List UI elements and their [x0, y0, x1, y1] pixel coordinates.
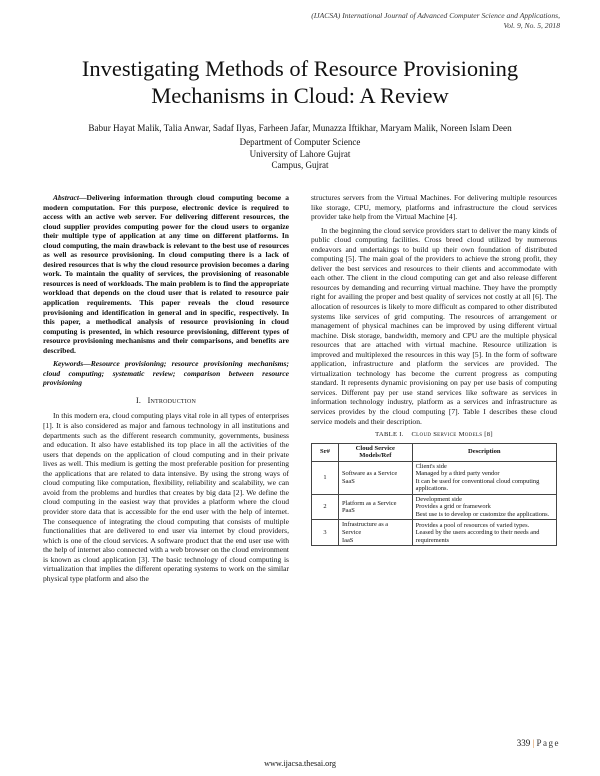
table-row — [312, 520, 557, 546]
model-name: Platform as a Service — [342, 499, 397, 507]
paper-title-line-1: Investigating Methods of Resource Provisioning — [81, 56, 519, 81]
model-abbr: IaaS — [342, 536, 354, 544]
description-line: Best use is to develop or customize the applications. — [415, 510, 550, 518]
abstract — [43, 193, 289, 355]
intro-paragraph: In this modern era, cloud computing plays vital role in all types of enterprises [1]. It is also considered as major and famous technology in all institutions and departments such as the different research community, governments, business and education. It also have established its top place in all the activities of the users that depends on the application of cloud computing and in their private lives as well. This medium is getting the most preferable position for presenting the applications that are related to data intensive. By using the strong ways of cloud computing like computation, flexibility, reliability and scalability, we can avoid from the problems and hurdles that creates by big data [2]. We define the cloud computing in the easiest way that provides a platform where the cloud provider store data that is accessible for the end user with the help of internet. The consequence of integrating the cloud computing that consists of multiple functionalities that are delivered to end user via internet by cloud providers, which is one of the cloud services. A software product that the end user use with the help of internet also connected with a web browser on the cloud environment is known as cloud application [3]. The basic technology of cloud computing is virtualization that implies the different operating systems to work on the similar physical type platform and also the — [43, 411, 289, 583]
section-title: Introduction — [147, 395, 197, 405]
table-row — [312, 494, 557, 520]
page-number-value: 339 — [516, 738, 531, 748]
affiliation-department: Department of Computer Science — [239, 137, 361, 147]
table-cell-description — [412, 461, 556, 494]
page-number-separator: | — [532, 738, 535, 748]
journal-volume: Vol. 9, No. 5, 2018 — [503, 20, 560, 30]
cloud-service-models-table — [311, 443, 557, 546]
keywords-text: —Resource provisioning; resource provisioning mechanisms; cloud computing; systematic review; comparison between resource provisioning — [43, 359, 289, 388]
table-header-sr: Sr# — [312, 443, 339, 461]
footer-url: www.ijacsa.thesai.org — [264, 759, 336, 768]
model-name: Infrastructure as a Service — [342, 521, 389, 536]
table-cell-description — [412, 520, 556, 546]
table-cell-sr: 1 — [312, 461, 339, 494]
paper-title — [40, 55, 560, 109]
description-line: Client's side — [415, 462, 447, 470]
model-abbr: PaaS — [342, 507, 355, 515]
table-cell-sr: 3 — [312, 520, 339, 546]
author-list: Babur Hayat Malik, Talia Anwar, Sadaf Ilyas, Farheen Jafar, Munazza Iftikhar, Maryam Malik, Noreen Islam Deen — [88, 123, 512, 133]
abstract-label: Abstract — [53, 193, 79, 202]
page-number — [517, 738, 560, 748]
keywords — [43, 359, 289, 388]
left-column — [43, 193, 289, 587]
table-header-row — [312, 443, 557, 461]
table-cell-sr: 2 — [312, 494, 339, 520]
page-word: Page — [536, 738, 560, 748]
journal-header — [200, 11, 560, 30]
intro-paragraph-continued: structures servers from the Virtual Machines. For delivering multiple resources like storage, CPU, memory, platforms and infrastructure the cloud services provider take help from the Virtual Machine [4]. — [311, 193, 557, 222]
description-line: Leased by the users according to their needs and requirements — [415, 529, 540, 544]
paper-title-line-2: Mechanisms in Cloud: A Review — [151, 83, 449, 108]
model-name: Software as a Service — [342, 470, 398, 478]
table-caption — [311, 430, 557, 440]
table-cell-description — [412, 494, 556, 520]
table-caption-text: Cloud Service Models [8] — [411, 431, 493, 439]
section-number: I. — [135, 395, 142, 405]
affiliation — [150, 137, 450, 172]
description-line: Managed by a third party vendor — [415, 470, 500, 478]
section-heading-introduction — [43, 396, 289, 406]
journal-name: (IJACSA) International Journal of Advanced Computer Science and Applications, — [311, 11, 560, 20]
table-row — [312, 461, 557, 494]
affiliation-campus: Campus, Gujrat — [271, 160, 329, 170]
table-header-description: Description — [412, 443, 556, 461]
description-line: Development side — [415, 495, 462, 503]
intro-paragraph-2: In the beginning the cloud service providers start to deliver the many kinds of public cloud computing facilities. Cross breed cloud utilized by numerous endeavors and undertakings to build up their own foundation of distributed computing [5]. The main goal of the providers to achieve the strong profit, they deliver the best services and resources to their clients and accommodate with each other. The client in the cloud computing can get and also release different resources by demanding and recurring virtual machine. They have the promptly right for availing the proper and best quality of services not costly at all [6]. The allocation of resources is likely to more difficult as compared to other distributed systems like services of grid computing. The resources of arrangement or management of physical machines can be improved by using different virtual machine. Disk storage, bandwidth, memory and CPU are the multiple physical resources that are attached with virtual machine. Resource utilization is improved and multiplexed the resources in this way [5]. In the form of software application, infrastructure and platform the services are provided. The virtualization technology has become the current progress as computing standard. It represents dynamic provisioning on pay per use basis of computing services. Different pay per use stand services like software as services in information technology industry, platform as a services and infrastructure as services provides by the cloud computing [7]. Table I describes these cloud service models and their description. — [311, 225, 557, 426]
table-cell-model — [339, 494, 413, 520]
affiliation-university: University of Lahore Gujrat — [249, 148, 351, 159]
description-line: Provides a grid or framework — [415, 503, 491, 511]
abstract-text: —Delivering information through cloud computing become a modern computation. For this purpose, electronic device is required to access with an active web server. For delivering different resources, the cloud supplier provides computing power for the cloud users to organize their multiple type of application at any time on different platforms. In cloud computing, the main drawback is relevant to the best use of resources as well as resource provisioning. In cloud computing there is a lack of desired resources that is why the cloud resource provision becomes a daring work. To maintain the quality of services, the provisioning of reasonable resources is need of workloads. The main problem is to find the appropriate workload that depends on the cloud user that is related to resource pair application requirements. This paper reveals the cloud resource provisioning and identification in general and in specific, respectively. In this paper, a methodical analysis of resource provisioning in cloud computing is presented, in which resource provisioning, different types of resource provisioning mechanisms and their comparisons, and benefits are described. — [43, 193, 289, 355]
description-line: Provides a pool of resources of varied types. — [415, 521, 530, 529]
table-cell-model — [339, 461, 413, 494]
description-line: It can be used for conventional cloud computing applications. — [415, 477, 540, 493]
keywords-label: Keywords — [53, 359, 84, 369]
table-cell-model — [339, 520, 413, 546]
table-header-model: Cloud Service Models/Ref — [339, 443, 413, 461]
table-label: TABLE I. — [375, 431, 404, 439]
right-column — [311, 193, 557, 546]
model-abbr: SaaS — [342, 477, 355, 485]
